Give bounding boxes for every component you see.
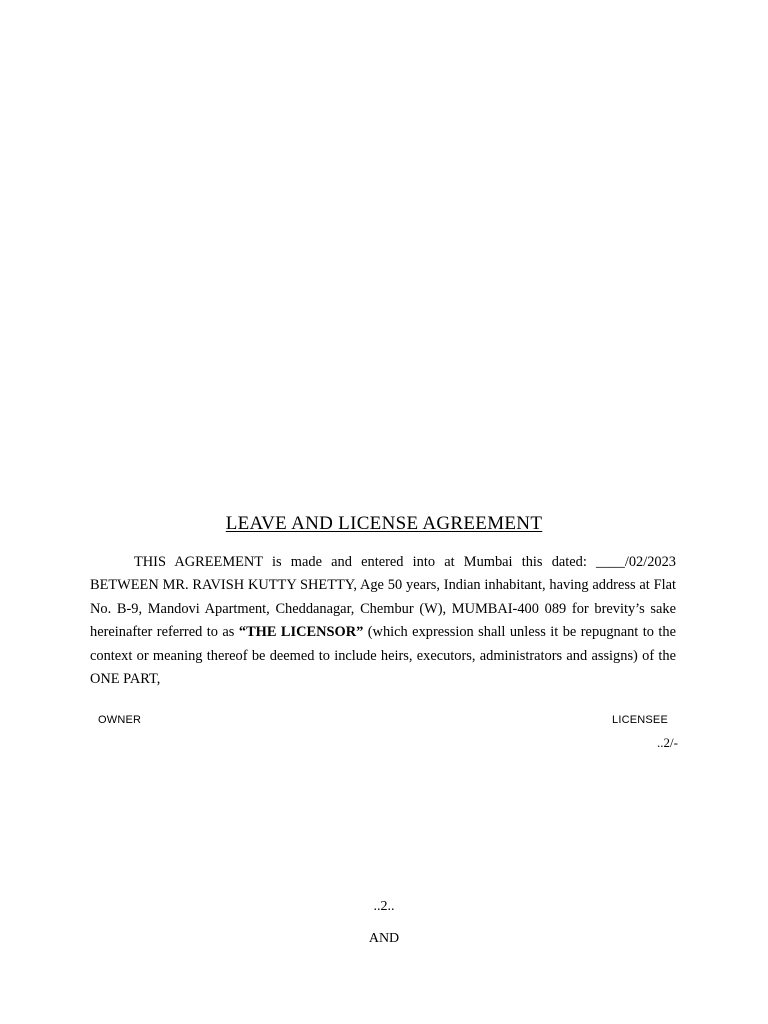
continuation-marker: ..2/-: [657, 735, 678, 750]
agreement-paragraph: [90, 551, 676, 691]
paragraph-lead-text: THIS AGREEMENT is made and entered into at Mumbai this dated: ____/02/2023 BETWEEN MR. RAVISH KUTTY SHETTY, Age 50 years, Indian inhabitant, having address at Flat No. B-9, Mandovi Apartment, Cheddanagar, Chembur (W), MUMBAI-400 089 for brevity’s sake hereinafter referred to as: [90, 554, 676, 641]
paragraph-tail-text: (which expression shall unless it be repugnant to the context or meaning thereof be deemed to include heirs, executors, administrators and assigns) of the ONE PART,: [90, 624, 676, 688]
document-title: LEAVE AND LICENSE AGREEMENT: [225, 513, 543, 534]
page-number: ..2..: [373, 899, 395, 914]
next-section-heading: AND: [368, 931, 400, 946]
licensee-signature-label: LICENSEE: [612, 714, 669, 726]
licensor-defined-term: “THE LICENSOR”: [238, 624, 364, 641]
owner-signature-label: OWNER: [98, 714, 142, 726]
